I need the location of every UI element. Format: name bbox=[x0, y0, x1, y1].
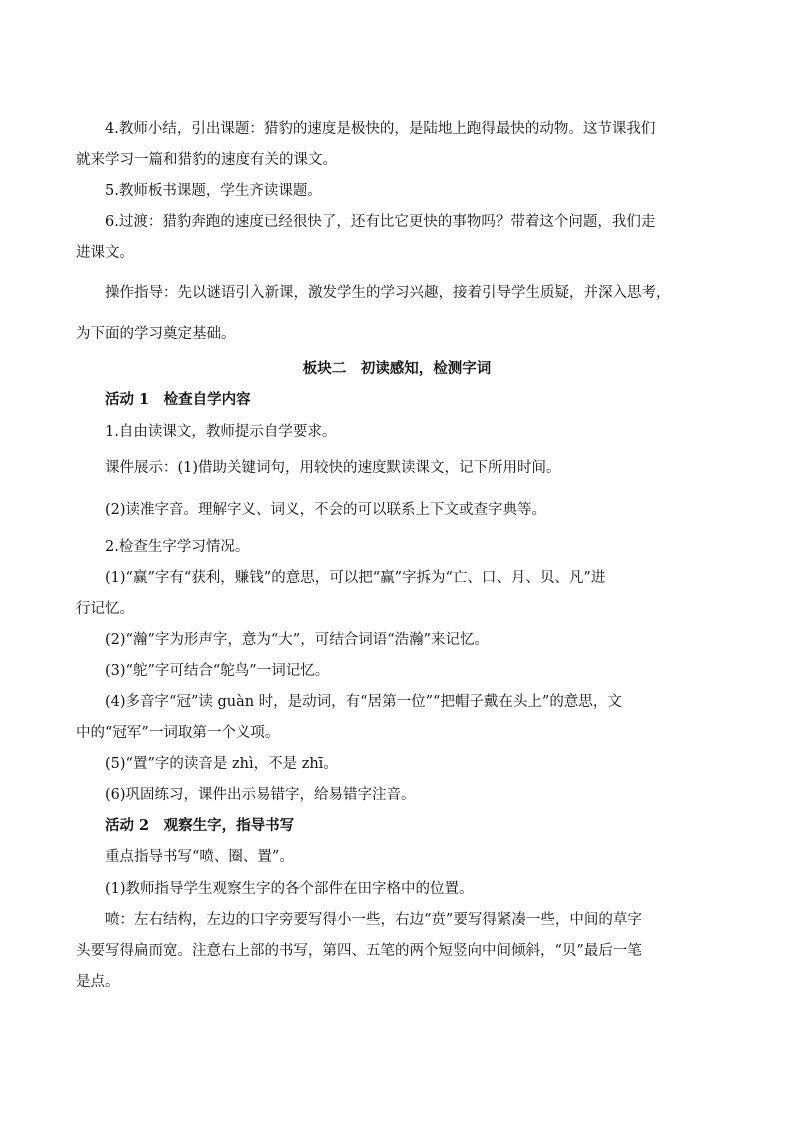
paragraph-line: 中的“冠军”一词取第一个义项。 bbox=[76, 725, 280, 741]
paragraph-line: (3)“鸵”字可结合“鸵鸟”一词记忆。 bbox=[76, 663, 330, 679]
paragraph-line: 是点。 bbox=[76, 974, 120, 990]
paragraph-line: 为下面的学习奠定基础。 bbox=[76, 326, 236, 342]
paragraph-line: 6.过渡：猎豹奔跑的速度已经很快了，还有比它更快的事物吗？带着这个问题，我们走 bbox=[76, 214, 656, 230]
paragraph-line: 操作指导：先以谜语引入新课，激发学生的学习兴趣，接着引导学生质疑，并深入思考， bbox=[76, 285, 671, 301]
paragraph-line: (1)“赢”字有“获利，赚钱”的意思，可以把“赢”字拆为“亡、口、月、贝、凡”进 bbox=[76, 570, 606, 586]
section-heading: 板块二 初读感知，检测字词 bbox=[302, 360, 492, 377]
paragraph-line: 进课文。 bbox=[76, 245, 134, 261]
paragraph-line: 头要写得扁而宽。注意右上部的书写，第四、五笔的两个短竖向中间倾斜，“贝”最后一笔 bbox=[76, 943, 642, 959]
paragraph-line: 4.教师小结，引出课题：猎豹的速度是极快的，是陆地上跑得最快的动物。这节课我们 bbox=[76, 121, 656, 137]
paragraph-line: 重点指导书写“喷、圈、置”。 bbox=[76, 849, 294, 865]
paragraph-line: (2)“瀚”字为形声字，意为“大”，可结合词语“浩瀚”来记忆。 bbox=[76, 632, 490, 648]
paragraph-line: 2.检查生字学习情况。 bbox=[76, 539, 250, 555]
paragraph-line: 喷：左右结构，左边的口字旁要写得小一些，右边“贲”要写得紧凑一些，中间的草字 bbox=[76, 912, 642, 928]
paragraph-line: 1.自由读课文，教师提示自学要求。 bbox=[76, 424, 337, 440]
paragraph-line: (1)教师指导学生观察生字的各个部件在田字格中的位置。 bbox=[76, 881, 474, 897]
paragraph-line: (5)“置”字的读音是 zhì，不是 zhī。 bbox=[76, 756, 338, 772]
paragraph-line: (6)巩固练习，课件出示易错字，给易错字注音。 bbox=[76, 787, 416, 803]
paragraph-line: 5.教师板书课题，学生齐读课题。 bbox=[76, 183, 322, 199]
paragraph-line: 就来学习一篇和猎豹的速度有关的课文。 bbox=[76, 152, 337, 168]
paragraph-line: (2)读准字音。理解字义、词义，不会的可以联系上下文或查字典等。 bbox=[76, 502, 547, 518]
paragraph-line: 行记忆。 bbox=[76, 601, 134, 617]
paragraph-line: (4)多音字“冠”读 guàn 时，是动词，有“居第一位”“把帽子戴在头上”的意思，文 bbox=[76, 694, 622, 710]
activity-heading: 活动 1 检查自学内容 bbox=[76, 391, 251, 408]
activity-heading: 活动 2 观察生字，指导书写 bbox=[76, 817, 295, 834]
paragraph-line: 课件展示：(1)借助关键词句，用较快的速度默读课文，记下所用时间。 bbox=[76, 460, 561, 476]
